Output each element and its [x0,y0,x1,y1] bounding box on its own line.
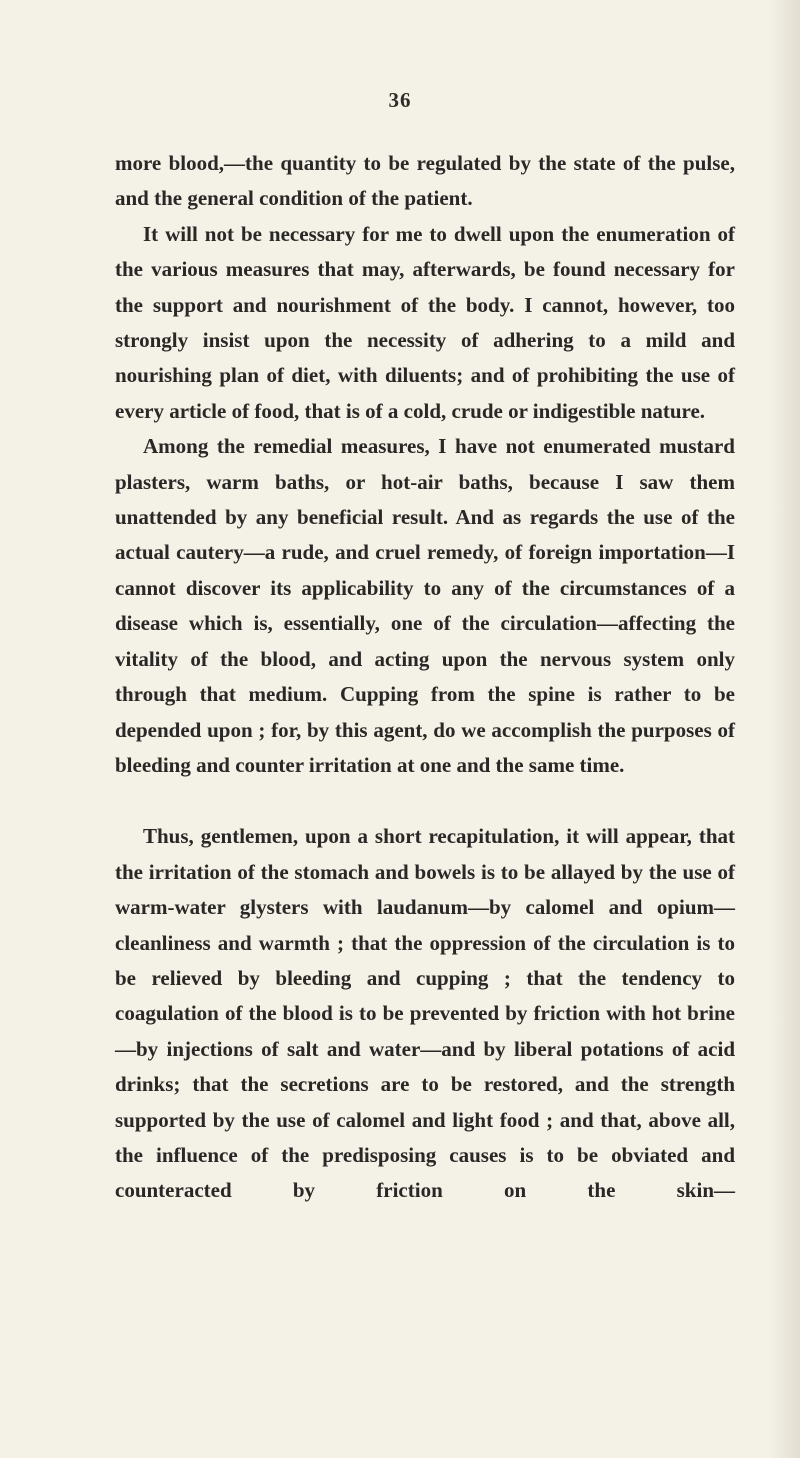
body-text [115,146,735,1209]
page-number: 36 [388,88,412,112]
paragraph-2: It will not be necessary for me to dwell upon the enumeration of the various measures that may, afterwards, be found necessary for the support and nourishment of the body. I cannot, however, too strongly insist upon the necessity of adhering to a mild and nourishing plan of diet, with diluents; and of prohibiting the use of every article of food, that is of a cold, crude or indigestible nature. [115,221,735,423]
paragraph-3: Among the remedial measures, I have not enumerated mustard plasters, warm baths, or hot-air baths, because I saw them unattended by any beneficial result. And as regards the use of the actual cautery—a rude, and cruel remedy, of foreign importation—I cannot discover its applicability to any of the circumstances of a disease which is, essentially, one of the circulation—affecting the vitality of the blood, and acting upon the nervous system only through that medium. Cupping from the spine is rather to be depended upon ; for, by this agent, do we accomplish the purposes of bleeding and counter irritation at one and the same time. [115,434,735,777]
paragraph-1: more blood,—the quantity to be regulated by the state of the pulse, and the general condition of the patient. [115,151,735,211]
paragraph-4: Thus, gentlemen, upon a short recapitulation, it will appear, that the irritation of the stomach and bowels is to be allayed by the use of warm-water glysters with laudanum—by calomel and opium—cleanliness and warmth ; that the oppression of the circulation is to be relieved by bleeding and cupping ; that the tendency to coagulation of the blood is to be prevented by friction with hot brine—by injections of salt and water—and by liberal potations of acid drinks; that the secretions are to be restored, and the strength supported by the use of calomel and light food ; and that, above all, the influence of the predisposing causes is to be obviated and counteracted by friction on the skin— [115,824,735,1203]
section-gap [115,783,735,819]
